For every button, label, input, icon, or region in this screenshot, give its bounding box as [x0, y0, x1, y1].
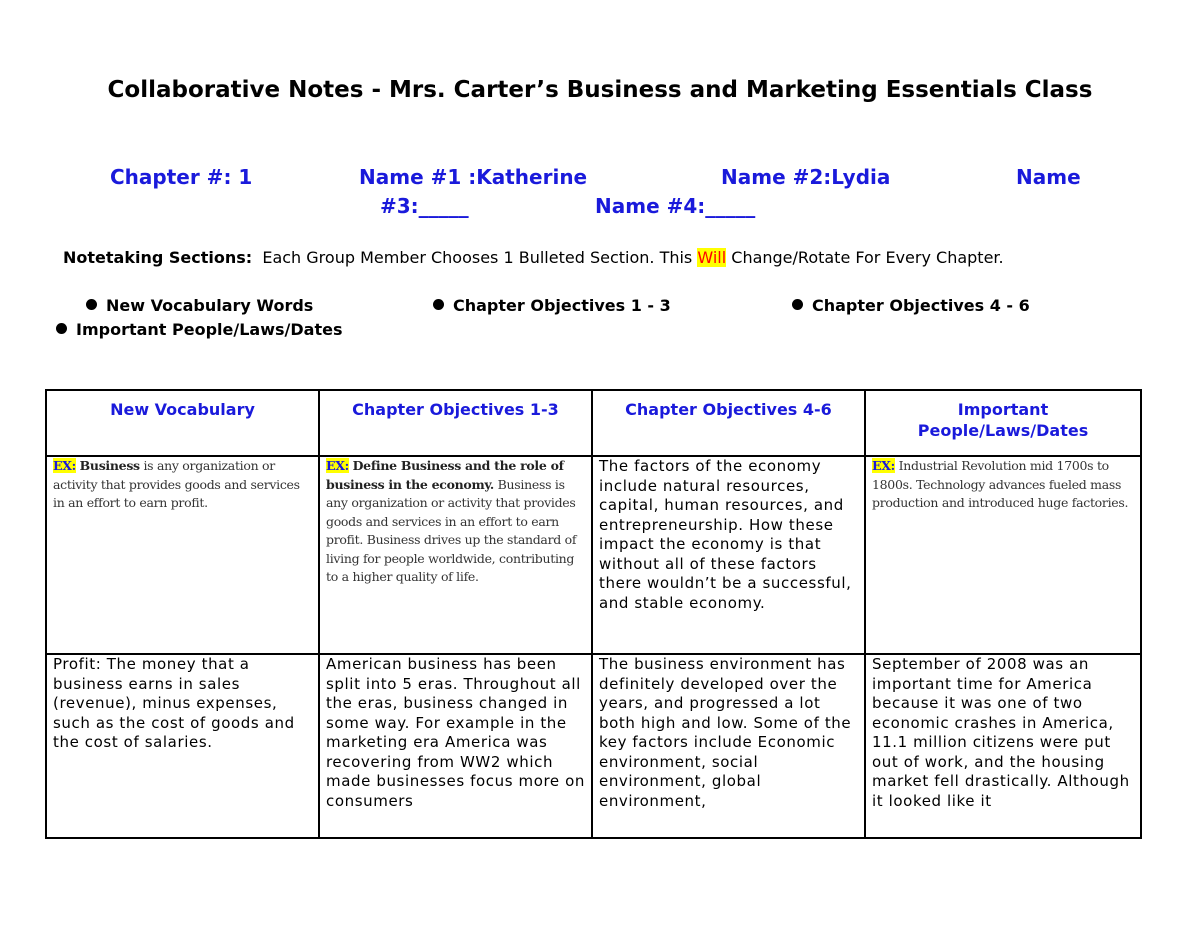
table-cell	[865, 456, 1141, 654]
cell-text: Industrial Revolution mid 1700s to 1800s. Technology advances fueled mass production and introduced huge factories.	[872, 458, 1129, 510]
notes-table	[45, 389, 1142, 839]
bullet-label: Important People/Laws/Dates	[76, 320, 343, 339]
header-objectives-4-6: Chapter Objectives 4-6	[592, 390, 865, 456]
bullet-icon	[56, 323, 67, 334]
table-cell: The factors of the economy include natural resources, capital, human resources, and entrepreneurship. How these impact the economy is that without all of these factors there wouldn’t be a successful, and stable economy.	[592, 456, 865, 654]
cell-text: is any organization or activity that provides goods and services in an effort to earn profit.	[53, 458, 300, 510]
bullet-label: New Vocabulary Words	[106, 296, 314, 315]
bullet-icon	[792, 299, 803, 310]
table-row	[46, 654, 1141, 838]
page-title: Collaborative Notes - Mrs. Carter’s Business and Marketing Essentials Class	[107, 77, 1093, 103]
header-objectives-1-3: Chapter Objectives 1-3	[319, 390, 592, 456]
header-new-vocabulary: New Vocabulary	[46, 390, 319, 456]
table-cell	[46, 456, 319, 654]
table-header-row	[46, 390, 1141, 456]
section-bullets	[0, 296, 1200, 346]
bullet-item	[792, 296, 1030, 315]
bullet-item	[86, 296, 313, 315]
example-tag: EX:	[872, 458, 895, 473]
table-row	[46, 456, 1141, 654]
table-cell: The business environment has definitely developed over the years, and progressed a lot both high and low. Some of the key factors include Economic environment, social environment, global environment,	[592, 654, 865, 838]
table-cell: September of 2008 was an important time for America because it was one of two economic crashes in America, 11.1 million citizens were put out of work, and the housing market fell drastically. Although it looked like it	[865, 654, 1141, 838]
table-cell: American business has been split into 5 eras. Throughout all the eras, business changed in some way. For example in the marketing era America was recovering from WW2 which made businesses focus more on consumers	[319, 654, 592, 838]
names-line	[0, 165, 1200, 225]
bullet-icon	[86, 299, 97, 310]
notetaking-instructions	[63, 248, 1163, 267]
bullet-label: Chapter Objectives 1 - 3	[453, 296, 671, 315]
example-tag: EX:	[326, 458, 349, 473]
bullet-item	[56, 320, 342, 339]
cell-bold-text: Business	[79, 458, 140, 473]
bullet-icon	[433, 299, 444, 310]
notetaking-text-after: Change/Rotate For Every Chapter.	[731, 248, 1004, 267]
chapter-number: Chapter #: 1	[110, 165, 253, 189]
cell-text: Business is any organization or activity that provides goods and services in an effort to earn profit. Business drives up the standard of living for people worldwide, contributing to a higher quality of life.	[326, 476, 577, 584]
notetaking-label: Notetaking Sections:	[63, 248, 253, 267]
bullet-item	[433, 296, 671, 315]
notetaking-highlight: Will	[697, 248, 727, 267]
name-4: Name #4:_____	[595, 194, 756, 218]
table-cell	[319, 456, 592, 654]
name-3-value: #3:_____	[380, 194, 469, 218]
header-important-people: Important People/Laws/Dates	[865, 390, 1141, 456]
table-cell: Profit: The money that a business earns in sales (revenue), minus expenses, such as the cost of goods and the cost of salaries.	[46, 654, 319, 838]
name-3-label: Name	[1016, 165, 1081, 189]
example-tag: EX:	[53, 458, 76, 473]
name-1: Name #1 :Katherine	[359, 165, 588, 189]
notetaking-text-before: Each Group Member Chooses 1 Bulleted Section. This	[262, 248, 693, 267]
cell-bold-text: Define Business and the role of business in the economy.	[326, 458, 564, 492]
bullet-label: Chapter Objectives 4 - 6	[812, 296, 1030, 315]
name-2: Name #2:Lydia	[721, 165, 891, 189]
